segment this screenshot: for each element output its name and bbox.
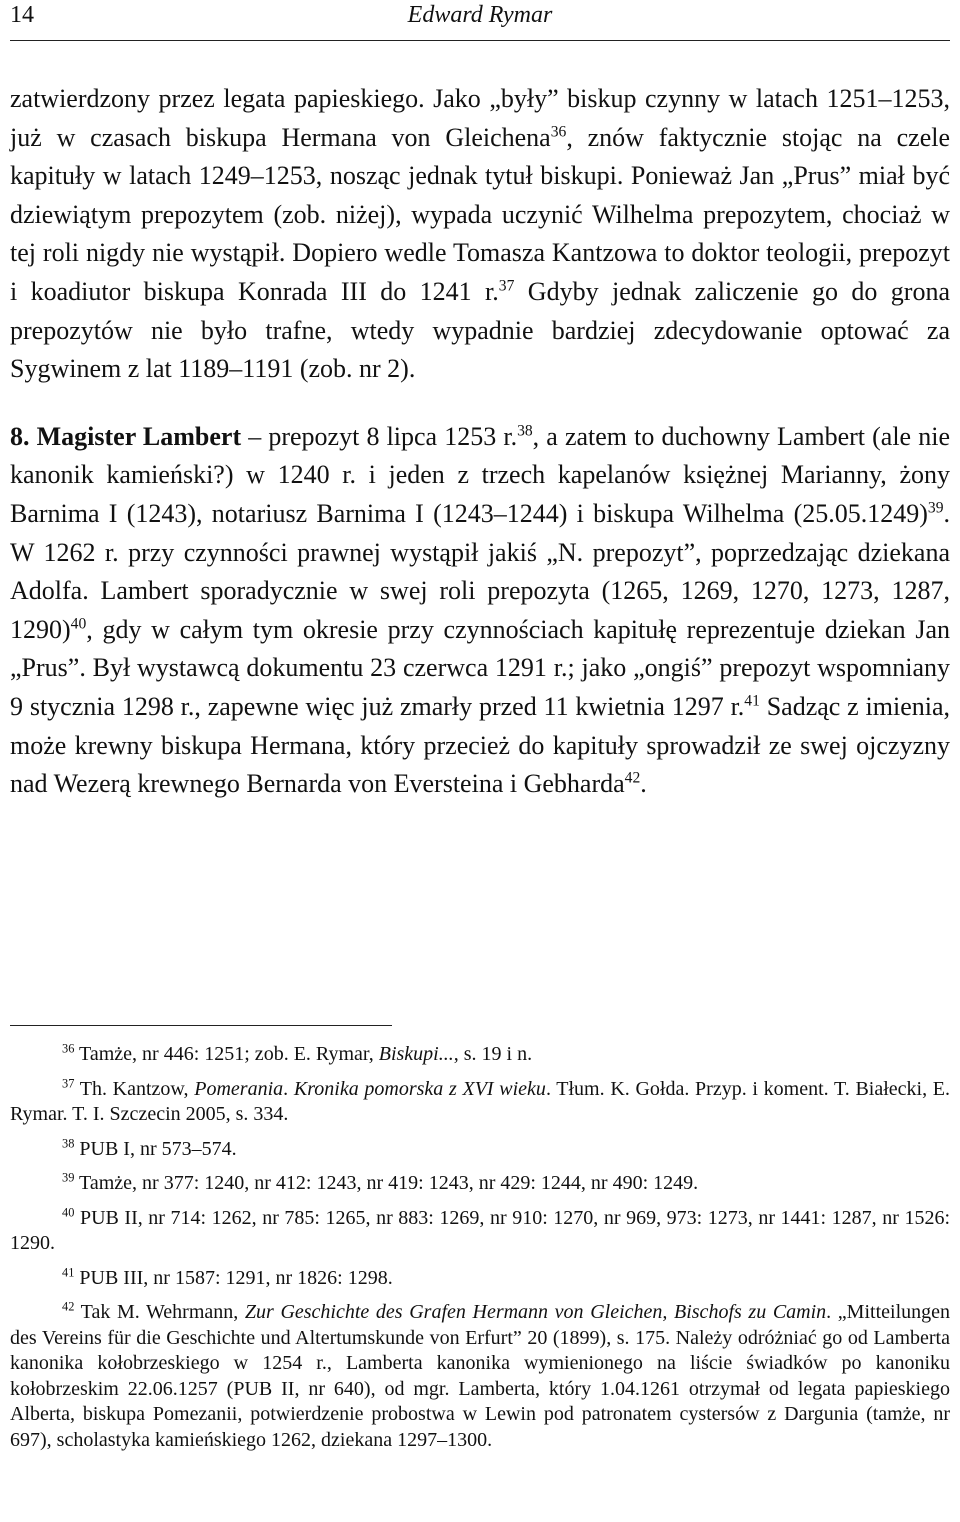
footnote-number: 37 — [62, 1075, 75, 1090]
footnote-text: PUB III, nr 1587: 1291, nr 1826: 1298. — [74, 1266, 393, 1289]
page-header — [10, 0, 950, 41]
footnote-text: PUB II, nr 714: 1262, nr 785: 1265, nr 883: 1269, nr 910: 1270, nr 969, 973: 1273, nr 1441: 1287, nr 1526: 1290. — [10, 1206, 950, 1254]
footnote-title: Kronika pomorska z XVI wieku — [293, 1077, 546, 1100]
footnote-41 — [10, 1266, 950, 1292]
footnote-number: 41 — [62, 1264, 75, 1279]
footnote-ref-38[interactable]: 38 — [517, 422, 533, 440]
text-segment: Sadząc z imienia, może krewny biskupa Hermana, który przecież do kapituły sprowadził ze swej ojczyzny nad Wezerą krewnego Bernarda von Eversteina i Gebharda — [10, 691, 950, 799]
text-segment: Gdyby jednak zaliczenie go do grona prepozytów nie było trafne, wtedy wypadnie bardziej zdecydowanie optować za Sygwinem z lat 1189–1191 (zob. nr 2). — [10, 276, 950, 384]
text-segment: zatwierdzony przez legata papieskiego. Jako „były” biskup czynny w latach 1251–1253, już w czasach biskupa Hermana von Gleichena — [10, 84, 950, 152]
footnote-ref-40[interactable]: 40 — [70, 615, 87, 633]
page-number: 14 — [10, 2, 34, 28]
footnote-text: Tak M. Wehrmann, — [74, 1301, 245, 1323]
footnote-ref-36[interactable]: 36 — [550, 122, 567, 140]
text-segment: , gdy w całym tym okresie przy czynnościach kapitułę reprezentuje dziekan Jan „Prus”. Był wystawcą dokumentu 23 czerwca 1291 r.; jako „ongiś” prepozyt wspomniany 9 stycznia 1298 r., zapewne więc już zmarły przed 11 kwietnia 1297 r. — [10, 614, 950, 721]
running-title: Edward Rymar — [407, 2, 553, 28]
footnote-ref-42[interactable]: 42 — [624, 769, 641, 787]
text-segment: . W 1262 r. przy czynności prawnej wystąpił jakiś „N. prepozyt”, poprzedzając dziekana Adolfa. Lambert sporadycznie w swej roli prepozyta (1265, 1269, 1270, 1273, 1287, 1290) — [10, 498, 950, 644]
text-segment: , a zatem to duchowny Lambert (ale nie kanonik kamieński?) w 1240 r. i jeden z trzech kapelanów księżnej Marianny, żony Barnima I (1243), notariusz Barnima I (1243–1244) i biskupa Wilhelma (25.05.1249) — [10, 421, 950, 528]
footnote-number: 40 — [62, 1204, 75, 1219]
footnote-text: Tamże, nr 377: 1240, nr 412: 1243, nr 419: 1243, nr 429: 1244, nr 490: 1249. — [74, 1172, 699, 1194]
footnote-ref-37[interactable]: 37 — [498, 277, 515, 295]
footnote-text: . Tłum. K. Gołda. Przyp. i koment. T. Białecki, E. Rymar. T. I. Szczecin 2005, s. 334. — [10, 1077, 951, 1125]
footnote-ref-41[interactable]: 41 — [744, 692, 760, 710]
footnote-number: 36 — [62, 1041, 75, 1056]
footnote-text: PUB I, nr 573–574. — [74, 1137, 237, 1160]
footnote-title: Biskupi... — [378, 1043, 454, 1065]
footnote-37 — [10, 1077, 950, 1128]
text-segment: . — [640, 769, 647, 799]
footnote-40 — [10, 1206, 950, 1257]
footnote-text: Tamże, nr 446: 1251; zob. E. Rymar, — [74, 1043, 379, 1065]
footnote-39 — [10, 1171, 950, 1197]
footnote-36 — [10, 1042, 950, 1068]
footnote-number: 42 — [62, 1299, 75, 1314]
section-8-lambert — [10, 418, 950, 804]
footnotes — [10, 1042, 950, 1462]
footnote-text: . — [283, 1077, 294, 1100]
footnote-title: Pomerania — [194, 1077, 284, 1100]
section-heading: 8. Magister Lambert — [10, 421, 242, 451]
footnote-separator — [10, 1025, 392, 1026]
footnote-number: 39 — [62, 1170, 75, 1185]
footnote-number: 38 — [62, 1135, 75, 1150]
main-text — [10, 80, 950, 804]
footnote-title: Zur Geschichte des Grafen Hermann von Gleichen, Bischofs zu Camin — [244, 1301, 827, 1323]
text-segment: , znów faktycznie stojąc na czele kapituły w latach 1249–1253, nosząc jednak tytuł biskupi. Ponieważ Jan „Prus” miał być dziewiątym prepozytem (zob. niżej), wypada uczynić Wilhelma prepozytem, chociaż w tej roli nigdy nie wystąpił. Dopiero wedle Tomasza Kantzowa to doktor teologii, prepozyt i koadiutor biskupa Konrada III do 1241 r. — [10, 122, 950, 306]
paragraph-wilhelm — [10, 80, 950, 389]
footnote-text: Th. Kantzow, — [74, 1077, 195, 1100]
footnote-42 — [10, 1300, 950, 1453]
footnote-text: . „Mitteilungen des Vereins für die Geschichte und Altertumskunde von Erfurt” 20 (1899), s. 175. Należy odróżniać go od Lamberta kanonika kołobrzeskiego w 1254 r., Lamberta kanonika wymienionego na liście świadków po kanoniku kołobrzeskim 22.06.1257 (PUB II, nr 640), od mgr. Lamberta, który 1.04.1261 otrzymał od legata papieskiego Alberta, biskupa Pomezanii, potwierdzenie probostwa w Lewin pod patronatem cystersów z Dargunia (tamże, nr 697), scholastyka kamieńskiego 1262, dziekana 1297–1300. — [10, 1301, 950, 1451]
text-segment: – prepozyt 8 lipca 1253 r. — [241, 421, 518, 451]
footnote-text: , s. 19 i n. — [453, 1043, 533, 1065]
footnote-ref-39[interactable]: 39 — [927, 499, 944, 517]
footnote-38 — [10, 1137, 950, 1163]
